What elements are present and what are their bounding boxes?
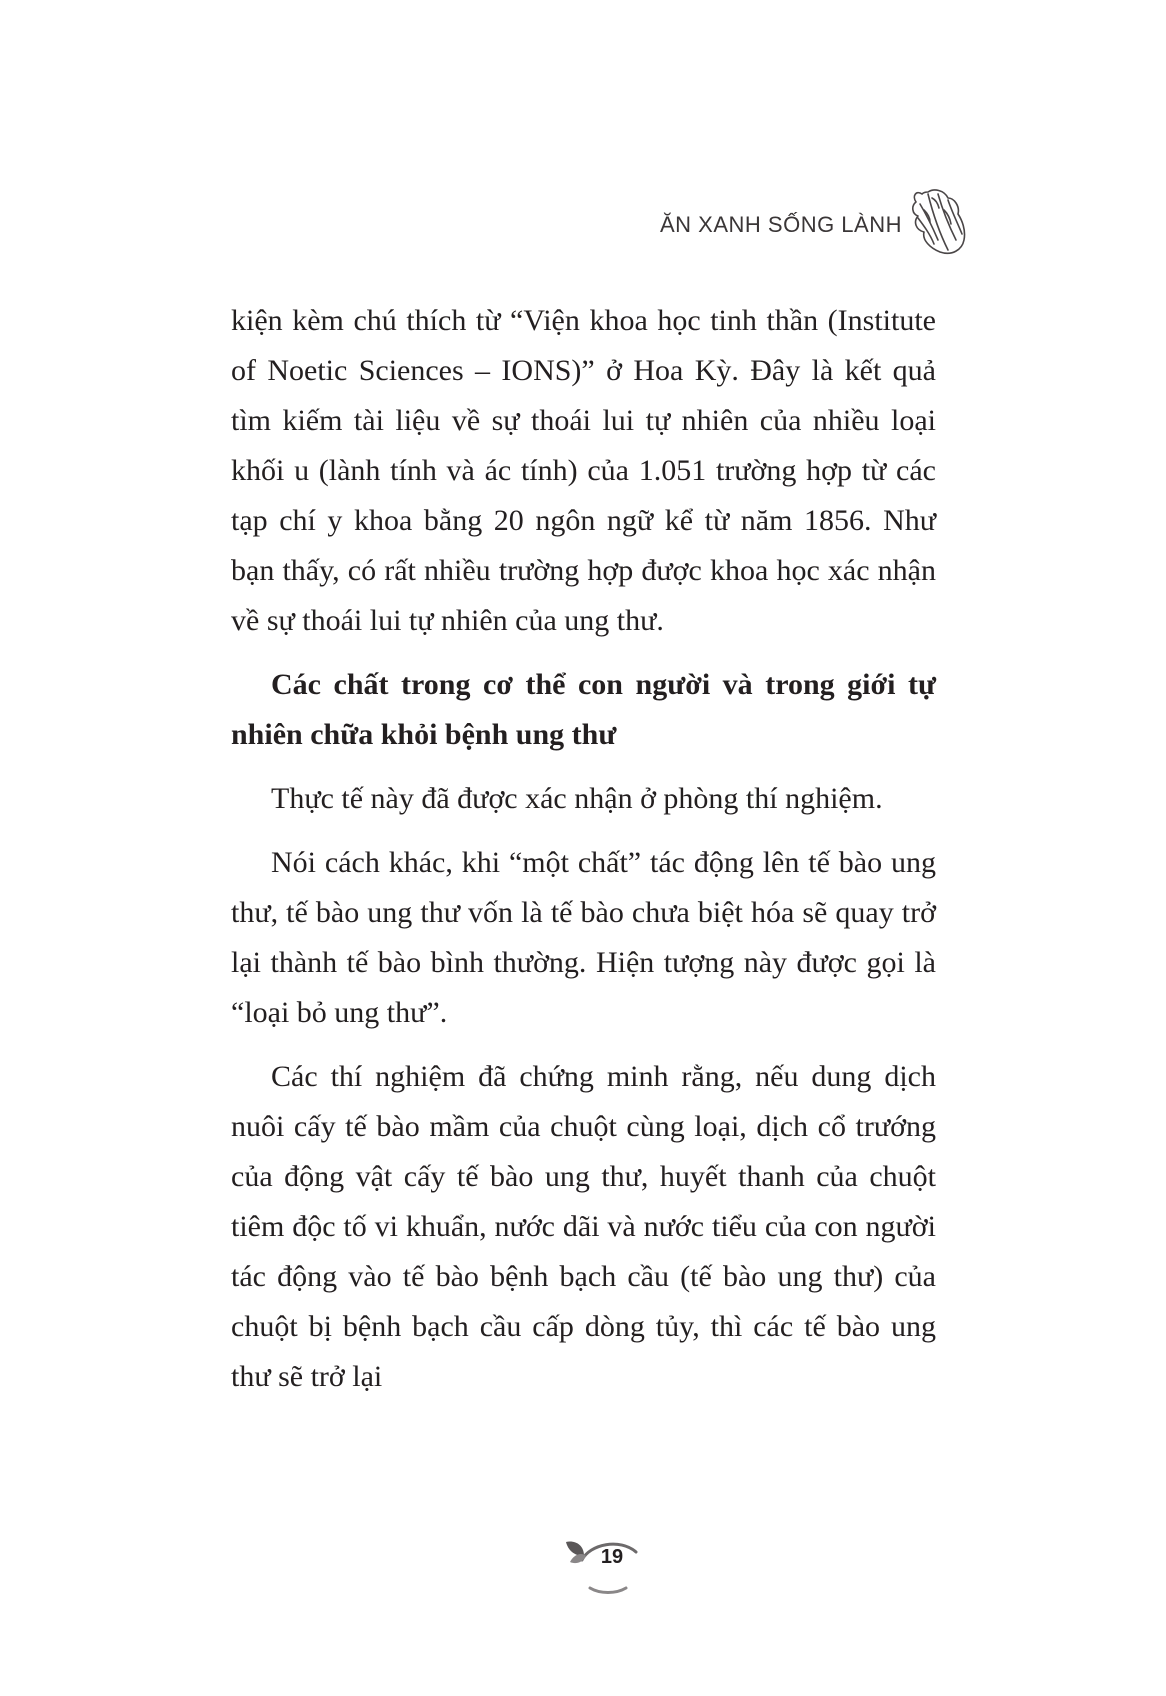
book-title: ĂN XANH SỐNG LÀNH [660, 212, 902, 237]
page-content [231, 296, 936, 1416]
paragraph-2: Thực tế này đã được xác nhận ở phòng thí nghiệm. [271, 782, 883, 815]
paragraph-3: Nói cách khác, khi “một chất” tác động lên tế bào ung thư, tế bào ung thư vốn là tế bào chưa biệt hóa sẽ quay trở lại thành tế bào bình thường. Hiện tượng này được gọi là “loại bỏ ung thư”. [231, 846, 936, 1029]
paragraph-1: kiện kèm chú thích từ “Viện khoa học tinh thần (Institute of Noetic Sciences – IONS)” ở Hoa Kỳ. Đây là kết quả tìm kiếm tài liệu về sự thoái lui tự nhiên của nhiều loại khối u (lành tính và ác tính) của 1.051 trường hợp từ các tạp chí y khoa bằng 20 ngôn ngữ kể từ năm 1856. Như bạn thấy, có rất nhiều trường hợp được khoa học xác nhận về sự thoái lui tự nhiên của ung thư. [231, 304, 936, 637]
paragraph-4: Các thí nghiệm đã chứng minh rằng, nếu dung dịch nuôi cấy tế bào mầm của chuột cùng loại, dịch cổ trướng của động vật cấy tế bào ung thư, huyết thanh của chuột tiêm độc tố vi khuẩn, nước dãi và nước tiểu của con người tác động vào tế bào bệnh bạch cầu (tế bào ung thư) của chuột bị bệnh bạch cầu cấp dòng tủy, thì các tế bào ung thư sẽ trở lại [231, 1060, 936, 1393]
page-number: 19 [600, 1546, 624, 1568]
page-footer [560, 1530, 650, 1600]
running-header [660, 180, 970, 260]
section-heading: Các chất trong cơ thể con người và trong giới tự nhiên chữa khỏi bệnh ung thư [231, 668, 936, 751]
cabbage-icon [908, 180, 970, 260]
